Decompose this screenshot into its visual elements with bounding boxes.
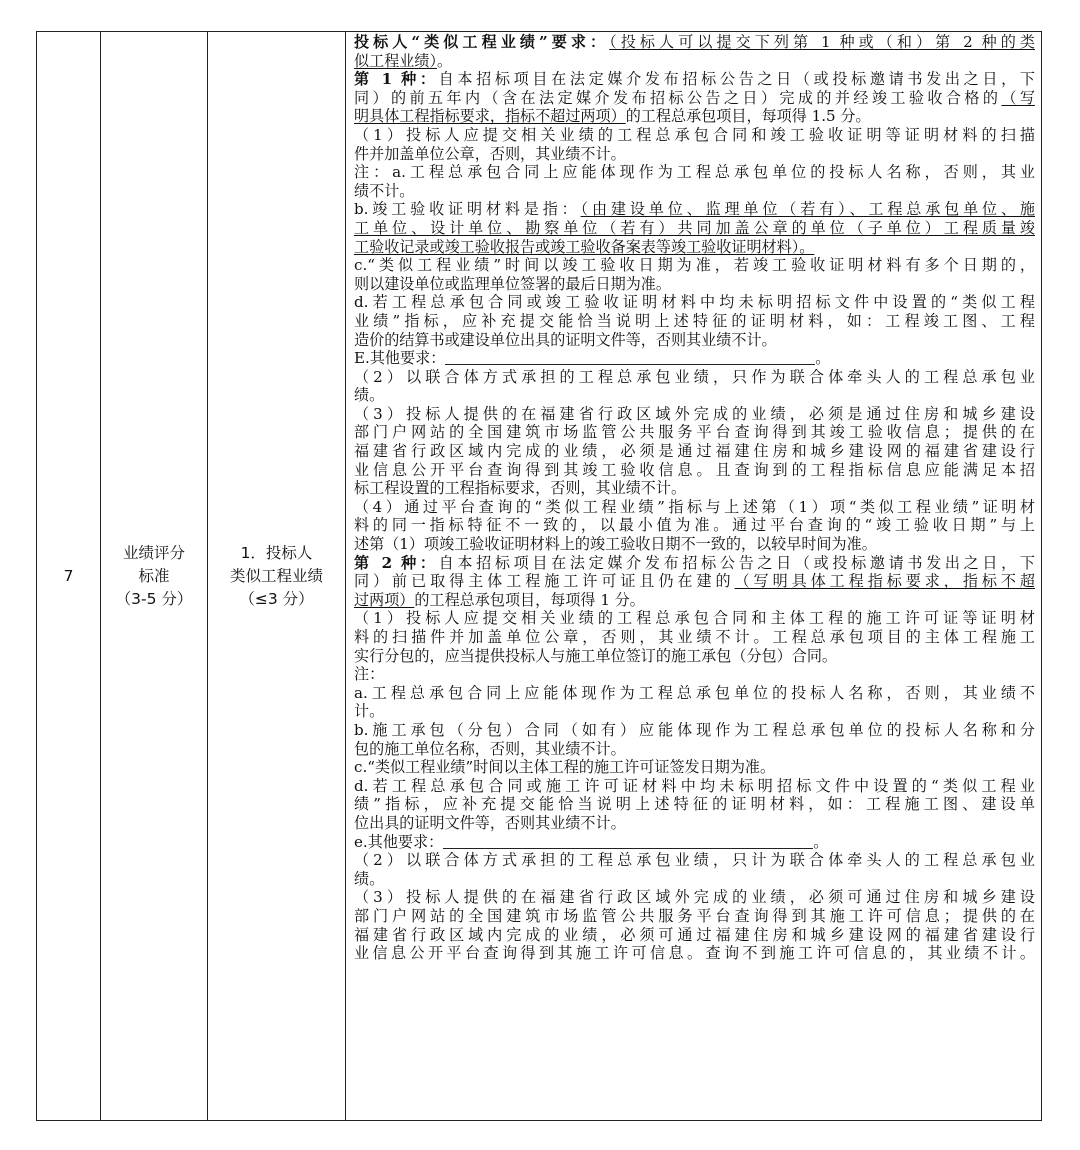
text-line xyxy=(354,702,1035,721)
text-line xyxy=(354,851,1035,870)
table-row xyxy=(37,32,1042,1121)
text-segment: d.若工程总承包合同或竣工验收证明材料中均未标明招标文件中设置的“类似工程 xyxy=(354,293,1035,312)
text-segment: 述第（1）项竣工验收证明材料上的竣工验收日期不一致的，以较早时间为准。 xyxy=(354,535,877,554)
text-line xyxy=(354,200,1035,219)
text-segment: 绩。 xyxy=(354,386,385,405)
text-line xyxy=(354,944,1035,963)
text-line xyxy=(354,182,1035,201)
text-line xyxy=(354,256,1035,275)
text-segment: 注： xyxy=(354,665,385,684)
text-line xyxy=(354,386,1035,405)
text-segment: （2）以联合体方式承担的工程总承包业绩，只作为联合体牵头人的工程总承包业 xyxy=(354,367,1035,386)
text-segment: （3）投标人提供的在福建省行政区域外完成的业绩，必须可通过住房和城乡建设 xyxy=(354,888,1035,907)
item-line-3: （≤3 分） xyxy=(239,589,314,608)
text-line xyxy=(354,405,1035,424)
row-number-cell xyxy=(37,32,101,1121)
item-cell xyxy=(208,32,346,1121)
text-segment: 位出具的证明文件等，否则其业绩不计。 xyxy=(354,813,626,832)
category-line-2: 标准 xyxy=(138,566,170,585)
text-segment: 业信息公开平台查询得到其施工许可信息。查询不到施工许可信息的，其业绩不计。 xyxy=(354,944,1035,963)
text-segment: b.施工承包（分包）合同（如有）应能体现作为工程总承包单位的投标人名称和分 xyxy=(354,720,1035,739)
text-line xyxy=(354,795,1035,814)
text-segment: 。 xyxy=(815,349,831,368)
text-segment: 业绩”指标，应补充提交能恰当说明上述特征的证明材料，如：工程竣工图、工程 xyxy=(354,311,1035,330)
text-line xyxy=(354,145,1035,164)
text-line xyxy=(354,219,1035,238)
text-segment: 明具体工程指标要求，指标不超过两项） xyxy=(354,107,626,126)
text-line xyxy=(354,107,1035,126)
text-line xyxy=(354,238,1035,257)
text-segment: 料的扫描件并加盖单位公章，否则，其业绩不计。工程总承包项目的主体工程施工 xyxy=(354,628,1035,646)
text-line xyxy=(354,833,1035,852)
text-segment: 第 1 种： xyxy=(354,70,439,89)
text-line xyxy=(354,516,1035,535)
item-line-1: 1．投标人 xyxy=(240,543,313,562)
text-line xyxy=(354,498,1035,517)
text-line xyxy=(354,888,1035,907)
category-line-1: 业绩评分 xyxy=(122,543,185,562)
fill-in-blank xyxy=(443,833,813,849)
text-segment: 绩”指标，应补充提交能恰当说明上述特征的证明材料，如：工程施工图、建设单 xyxy=(354,795,1035,814)
row-number: 7 xyxy=(63,566,74,585)
text-segment: 。 xyxy=(813,832,829,851)
text-line xyxy=(354,368,1035,387)
text-segment: 。 xyxy=(437,51,453,70)
text-segment: 的工程总承包项目，每项得 1.5 分。 xyxy=(625,107,871,126)
text-segment: E.其他要求： xyxy=(354,349,446,368)
fill-in-blank xyxy=(445,349,815,365)
text-line xyxy=(354,535,1035,554)
text-line xyxy=(354,740,1035,759)
category-line-3: （3-5 分） xyxy=(115,589,193,608)
text-line xyxy=(354,907,1035,926)
text-segment: 福建省行政区域内完成的业绩，必须是通过福建住房和城乡建设网的福建省建设行 xyxy=(354,442,1035,461)
text-segment: 业信息公开平台查询得到其竣工验收信息。且查询到的工程指标信息应能满足本招 xyxy=(354,460,1035,479)
text-segment: 福建省行政区域内完成的业绩，必须可通过福建住房和城乡建设网的福建省建设行 xyxy=(354,925,1035,944)
text-line xyxy=(354,777,1035,796)
text-segment: （4）通过平台查询的“类似工程业绩”指标与上述第（1）项“类似工程业绩”证明材 xyxy=(354,497,1035,516)
text-line xyxy=(354,609,1035,628)
text-segment: （3）投标人提供的在福建省行政区域外完成的业绩，必须是通过住房和城乡建设 xyxy=(354,404,1035,423)
text-segment: 似工程业绩） xyxy=(354,51,438,70)
text-segment: 则以建设单位或监理单位签署的最后日期为准。 xyxy=(354,274,671,293)
text-line xyxy=(354,926,1035,945)
text-segment: 过两项） xyxy=(354,590,415,609)
text-line xyxy=(354,572,1035,591)
text-line xyxy=(354,554,1035,573)
text-segment: c.“类似工程业绩”时间以竣工验收日期为准，若竣工验收证明材料有多个日期的， xyxy=(354,256,1035,275)
text-segment: 第 2 种： xyxy=(354,553,439,572)
text-line xyxy=(354,870,1035,889)
scoring-table xyxy=(36,31,1042,1121)
text-segment: （1）投标人应提交相关业绩的工程总承包合同和主体工程的施工许可证等证明材 xyxy=(354,609,1035,628)
text-segment: a.工程总承包合同上应能体现作为工程总承包单位的投标人名称，否则，其业绩不 xyxy=(354,683,1035,702)
text-line xyxy=(354,312,1035,331)
requirements-cell xyxy=(346,32,1042,1121)
text-segment: 绩不计。 xyxy=(354,181,415,200)
text-line xyxy=(354,349,1035,368)
text-segment: （1）投标人应提交相关业绩的工程总承包合同和竣工验收证明等证明材料的扫描 xyxy=(354,125,1035,144)
text-line xyxy=(354,423,1035,442)
text-segment: 同）前已取得主体工程施工许可证且仍在建的 xyxy=(354,572,735,591)
text-line xyxy=(354,331,1035,350)
text-segment: （写明具体工程指标要求，指标不超 xyxy=(734,572,1035,591)
text-segment: 件并加盖单位公章，否则，其业绩不计。 xyxy=(354,144,626,163)
text-segment: 料的同一指标特征不一致的，以最小值为准。通过平台查询的“竣工验收日期”与上 xyxy=(354,516,1035,535)
text-line xyxy=(354,275,1035,294)
text-line xyxy=(354,591,1035,610)
text-line xyxy=(354,52,1035,71)
text-segment: d.若工程总承包合同或施工许可证材料中均未标明招标文件中设置的“类似工程业 xyxy=(354,776,1035,795)
text-line xyxy=(354,758,1035,777)
text-segment: 同）的前五年内（含在法定媒介发布招标公告之日）完成的并经竣工验收合格的 xyxy=(354,88,1002,107)
item-line-2: 类似工程业绩 xyxy=(229,566,323,585)
text-segment: 自本招标项目在法定媒介发布招标公告之日（或投标邀请书发出之日，下 xyxy=(438,553,1035,572)
text-line xyxy=(354,721,1035,740)
text-segment: 投标人“类似工程业绩”要求： xyxy=(354,33,610,51)
text-segment: 标工程设置的工程指标要求，否则，其业绩不计。 xyxy=(354,479,687,498)
text-line xyxy=(354,163,1035,182)
text-line xyxy=(354,89,1035,108)
text-segment: 的工程总承包项目，每项得 1 分。 xyxy=(414,590,645,609)
text-line xyxy=(354,33,1035,52)
text-segment: 部门户网站的全国建筑市场监管公共服务平台查询得到其施工许可信息；提供的在 xyxy=(354,906,1035,925)
text-segment: 造价的结算书或建设单位出具的证明文件等，否则其业绩不计。 xyxy=(354,330,777,349)
text-segment: 计。 xyxy=(354,702,385,721)
text-segment: （由建设单位、监理单位（若有）、工程总承包单位、施 xyxy=(580,200,1035,219)
text-line xyxy=(354,70,1035,89)
text-line xyxy=(354,684,1035,703)
text-segment: 自本招标项目在法定媒介发布招标公告之日（或投标邀请书发出之日，下 xyxy=(438,70,1035,89)
text-segment: （2）以联合体方式承担的工程总承包业绩，只计为联合体牵头人的工程总承包业 xyxy=(354,851,1035,870)
text-segment: b.竣工验收证明材料是指： xyxy=(354,200,581,219)
text-segment: 工验收记录或竣工验收报告或竣工验收备案表等竣工验收证明材料）。 xyxy=(354,237,815,256)
text-segment: 工单位、设计单位、勘察单位（若有）共同加盖公章的单位（子单位）工程质量竣 xyxy=(354,218,1035,237)
text-segment: （投标人可以提交下列第 1 种或（和）第 2 种的类 xyxy=(609,33,1035,51)
text-line xyxy=(354,293,1035,312)
text-line xyxy=(354,665,1035,684)
text-line xyxy=(354,647,1035,666)
text-segment: （写 xyxy=(1001,88,1035,107)
text-segment: 注：a.工程总承包合同上应能体现作为工程总承包单位的投标人名称，否则，其业 xyxy=(354,163,1035,182)
text-line xyxy=(354,479,1035,498)
text-segment: 实行分包的，应当提供投标人与施工单位签订的施工承包（分包）合同。 xyxy=(354,646,838,665)
text-line xyxy=(354,814,1035,833)
text-segment: c.“类似工程业绩”时间以主体工程的施工许可证签发日期为准。 xyxy=(354,758,776,777)
text-line xyxy=(354,628,1035,647)
text-segment: 绩。 xyxy=(354,869,385,888)
text-segment: 部门户网站的全国建筑市场监管公共服务平台查询得到其竣工验收信息；提供的在 xyxy=(354,423,1035,442)
requirements-text xyxy=(354,33,1035,963)
text-segment: e.其他要求： xyxy=(354,832,444,851)
text-line xyxy=(354,442,1035,461)
text-line xyxy=(354,461,1035,480)
category-cell xyxy=(101,32,208,1121)
text-segment: 包的施工单位名称，否则，其业绩不计。 xyxy=(354,739,626,758)
text-line xyxy=(354,126,1035,145)
